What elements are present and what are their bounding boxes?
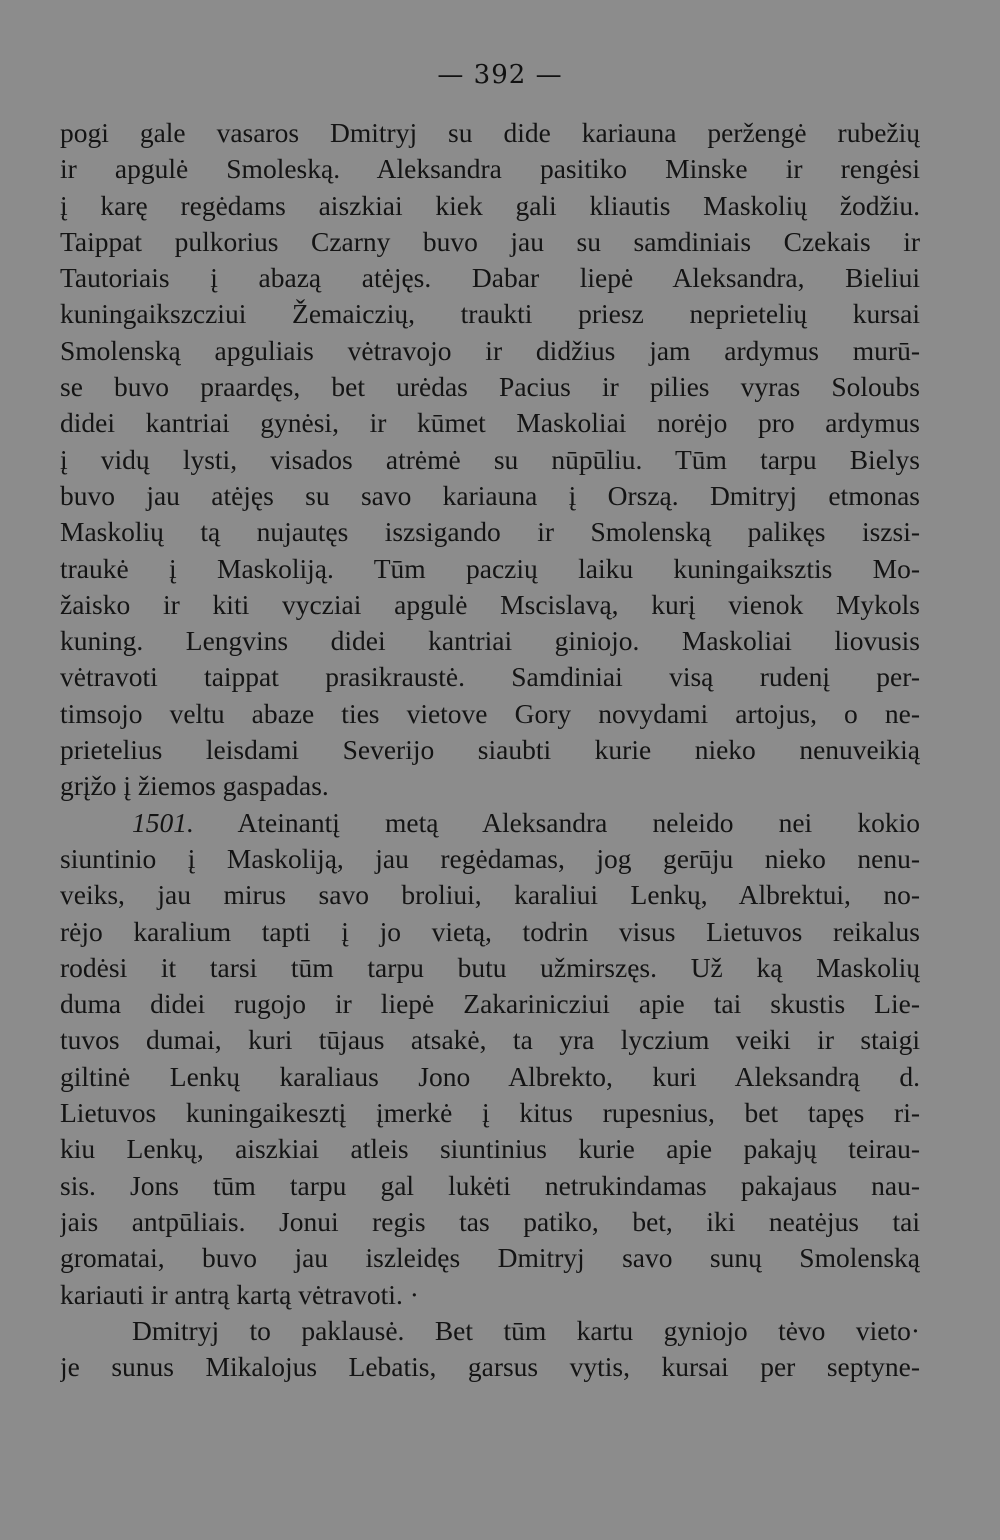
text-line: je sunus Mikalojus Lebatis, garsus vytis, kursai per septyne- xyxy=(60,1351,920,1383)
text-line: Tautoriais į abazą atėjęs. Dabar liepė Aleksandra, Bieliui xyxy=(60,262,920,294)
text-line: duma didei rugojo ir liepė Zakarinicziui apie tai skustis Lie- xyxy=(60,988,920,1020)
text-line: Maskolių tą nujautęs iszsigando ir Smolenską palikęs iszsi- xyxy=(60,516,920,548)
text-line: timsojo veltu abaze ties vietove Gory novydami artojus, o ne- xyxy=(60,697,920,729)
page-number: — 392 — xyxy=(437,60,563,90)
text-line: siuntinio į Maskoliją, jau regėdamas, jog gerūju nieko nenu- xyxy=(60,842,920,874)
text-line: buvo jau atėjęs su savo kariauna į Orszą. Dmitryj etmonas xyxy=(60,479,920,511)
text-line: giltinė Lenkų karaliaus Jono Albrekto, kuri Aleksandrą d. xyxy=(60,1060,920,1092)
text-line: sis. Jons tūm tarpu gal lukėti netrukindamas pakajaus nau- xyxy=(60,1169,920,1201)
text-line: gromatai, buvo jau iszleidęs Dmitryj savo sunų Smolenską xyxy=(60,1242,920,1274)
text-line: ir apgulė Smoleską. Aleksandra pasitiko Minske ir rengėsi xyxy=(60,153,920,185)
text-line: kuningaikszcziui Žemaiczių, traukti priesz neprietelių kursai xyxy=(60,298,920,330)
text-line: Lietuvos kuningaikesztį įmerkė į kitus rupesnius, bet tapęs ri- xyxy=(60,1097,920,1129)
text-line: Dmitryj to paklausė. Bet tūm kartu gyniojo tėvo vieto· xyxy=(132,1314,920,1346)
text-line: prietelius leisdami Severijo siaubti kurie nieko nenuveikią xyxy=(60,734,920,766)
text-line: Taippat pulkorius Czarny buvo jau su samdiniais Czekais ir xyxy=(60,225,920,257)
text-line: kariauti ir antrą kartą vėtravoti. · xyxy=(60,1278,419,1310)
year-label: 1501. xyxy=(132,806,194,838)
text-line: žaisko ir kiti vycziai apgulė Mscislavą, kurį vienok Mykols xyxy=(60,588,920,620)
text-line-rest: Ateinantį metą Aleksandra neleido nei kokio xyxy=(237,806,920,838)
text-line: į vidų lysti, visados atrėmė su nūpūliu. Tūm tarpu Bielys xyxy=(60,443,920,475)
text-line: į karę regėdams aiszkiai kiek gali kliautis Maskolių žodžiu. xyxy=(60,189,920,221)
text-line: traukė į Maskoliją. Tūm paczių laiku kuningaiksztis Mo- xyxy=(60,552,920,584)
body-text xyxy=(60,115,920,1385)
text-line: rodėsi it tarsi tūm tarpu butu užmirszęs. Už ką Maskolių xyxy=(60,951,920,983)
text-line: veiks, jau mirus savo broliui, karaliui Lenkų, Albrektui, no- xyxy=(60,879,920,911)
text-line: tuvos dumai, kuri tūjaus atsakė, ta yra lyczium veiki ir staigi xyxy=(60,1024,920,1056)
text-line: kuning. Lengvins didei kantriai giniojo. Maskoliai liovusis xyxy=(60,625,920,657)
text-line-with-year xyxy=(60,805,920,841)
text-line: kiu Lenkų, aiszkiai atleis siuntinius kurie apie pakajų teirau- xyxy=(60,1133,920,1165)
text-line: didei kantriai gynėsi, ir kūmet Maskoliai norėjo pro ardymus xyxy=(60,407,920,439)
text-line: Smolenską apguliais vėtravojo ir didžius jam ardymus murū- xyxy=(60,334,920,366)
text-line: pogi gale vasaros Dmitryj su dide kariauna peržengė rubežių xyxy=(60,117,920,148)
text-line: se buvo praardęs, bet urėdas Pacius ir pilies vyras Soloubs xyxy=(60,371,920,403)
text-line: grįžo į žiemos gaspadas. xyxy=(60,770,329,802)
text-line: jais antpūliais. Jonui regis tas patiko, bet, iki neatėjus tai xyxy=(60,1205,920,1237)
text-line: vėtravoti taippat prasikraustė. Samdiniai visą rudenį per- xyxy=(60,661,920,693)
text-line: rėjo karalium tapti į jo vietą, todrin visus Lietuvos reikalus xyxy=(60,915,920,947)
